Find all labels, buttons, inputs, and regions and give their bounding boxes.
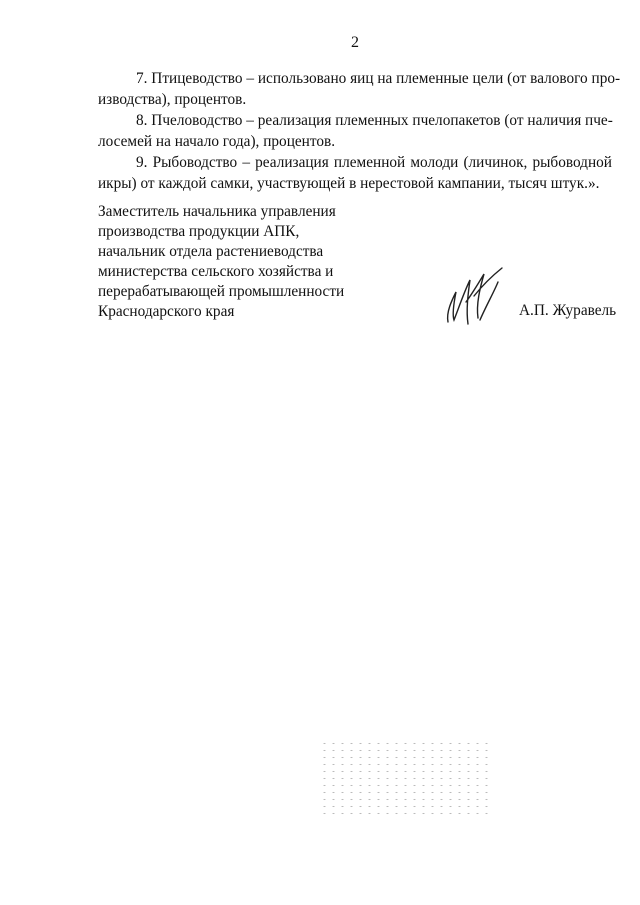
handwritten-signature xyxy=(440,262,520,328)
signatory-name: А.П. Журавель xyxy=(519,302,617,319)
text-line: 9. Рыбоводство – реализация племенной молоди (личинок, рыбоводной xyxy=(136,154,612,171)
faded-stamp xyxy=(320,740,490,820)
title-line: Заместитель начальника управления xyxy=(98,203,336,220)
title-line: министерства сельского хозяйства и xyxy=(98,263,334,280)
text-line: лосемей на начало года), процентов. xyxy=(98,133,336,150)
text-line: икры) от каждой самки, участвующей в нерестовой кампании, тысяч штук.». xyxy=(98,175,600,192)
paragraph-beekeeping xyxy=(98,110,612,152)
title-line: производства продукции АПК, xyxy=(98,223,300,240)
title-line: начальник отдела растениеводства xyxy=(98,243,324,260)
text-line: 8. Пчеловодство – реализация племенных пчелопакетов (от наличия пче- xyxy=(136,112,613,129)
title-line: перерабатывающей промышленности xyxy=(98,283,345,300)
paragraph-poultry xyxy=(98,68,621,110)
title-line: Краснодарского края xyxy=(98,303,235,320)
page-number: 2 xyxy=(351,34,359,51)
text-line: изводства), процентов. xyxy=(98,91,247,108)
paragraph-fish-farming xyxy=(98,152,612,194)
signatory-title xyxy=(98,202,344,322)
text-line: 7. Птицеводство – использовано яиц на племенные цели (от валового про- xyxy=(136,70,621,87)
document-body xyxy=(98,68,621,194)
